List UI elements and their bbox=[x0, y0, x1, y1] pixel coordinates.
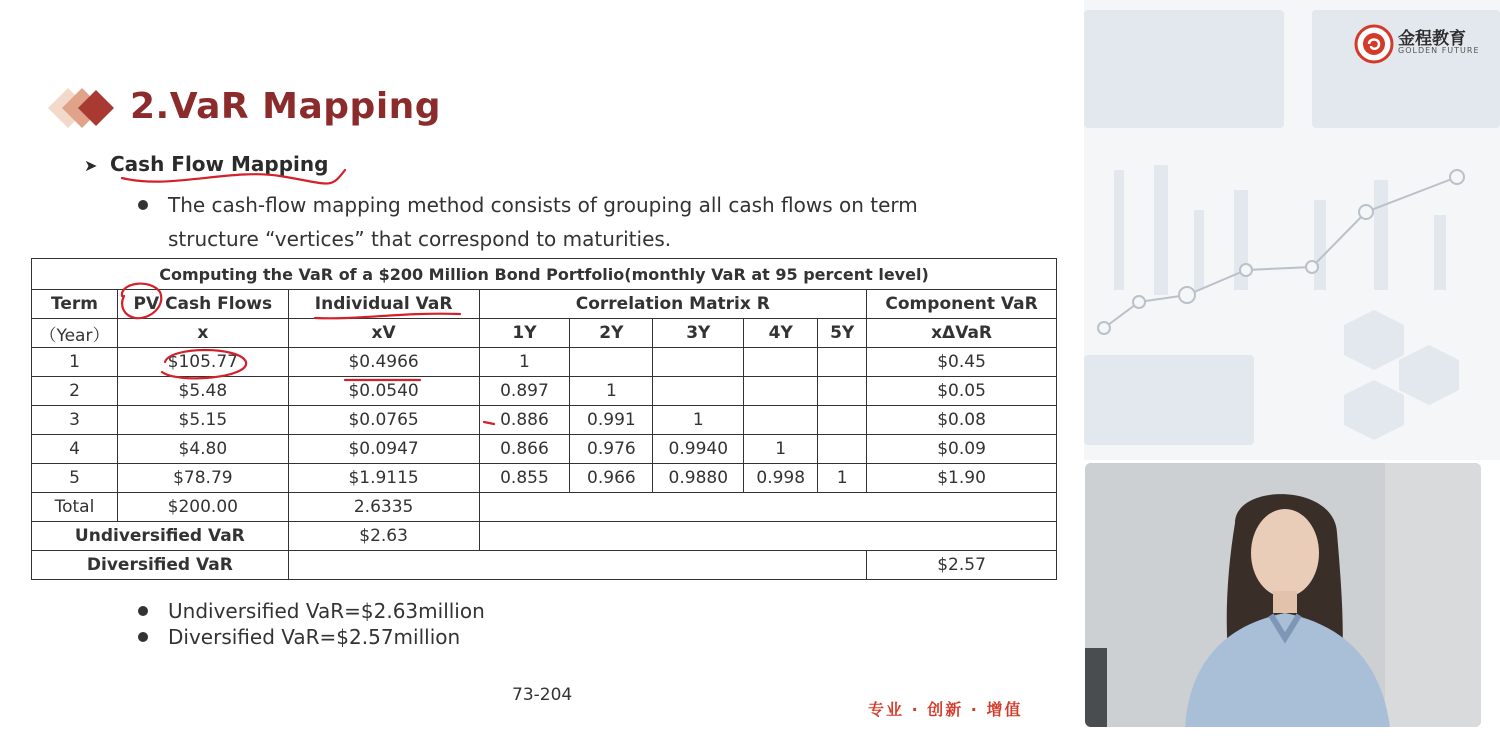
cell-ivar: $0.0947 bbox=[288, 435, 479, 464]
cell-pv: $5.15 bbox=[117, 406, 288, 435]
cell-cvar: $1.90 bbox=[867, 464, 1057, 493]
subheading-text: Cash Flow Mapping bbox=[110, 152, 329, 176]
bullet-dot-icon bbox=[138, 606, 148, 616]
cell-undiv-value: $2.63 bbox=[288, 522, 479, 551]
cell-empty bbox=[479, 493, 1057, 522]
page-number: 73-204 bbox=[512, 685, 573, 705]
cell-corr: 1 bbox=[818, 464, 867, 493]
cell-pv: $4.80 bbox=[117, 435, 288, 464]
cell-total-pv: $200.00 bbox=[117, 493, 288, 522]
footer-slogan: 专业 · 创新 · 增值 bbox=[868, 700, 1023, 719]
cell-corr: 0.855 bbox=[479, 464, 570, 493]
cell-corr bbox=[818, 406, 867, 435]
cell-ivar: $1.9115 bbox=[288, 464, 479, 493]
golden-future-logo-icon bbox=[1354, 24, 1394, 64]
bullet-text: Diversified VaR=$2.57million bbox=[168, 625, 461, 649]
background-decoration-panel bbox=[1084, 0, 1500, 460]
table-caption: Computing the VaR of a $200 Million Bond Portfolio(monthly VaR at 95 percent level) bbox=[32, 259, 1057, 290]
cell-corr bbox=[653, 377, 744, 406]
title-diamonds-icon bbox=[48, 88, 128, 128]
cell-term: 3 bbox=[32, 406, 118, 435]
presenter-video bbox=[1085, 463, 1481, 727]
cell-ivar: $0.0540 bbox=[288, 377, 479, 406]
cell-cvar: $0.08 bbox=[867, 406, 1057, 435]
table-row-diversified bbox=[32, 551, 1057, 580]
infographic-background bbox=[1084, 0, 1500, 460]
cell-corr: 0.998 bbox=[744, 464, 818, 493]
table-row bbox=[32, 464, 1057, 493]
table-row bbox=[32, 348, 1057, 377]
cell-corr: 0.966 bbox=[570, 464, 653, 493]
bullet-dot-icon bbox=[138, 200, 148, 210]
cell-corr bbox=[818, 348, 867, 377]
cell-pv: $105.77 bbox=[117, 348, 288, 377]
arrow-bullet-icon: ➤ bbox=[84, 156, 98, 175]
table-row-undiversified bbox=[32, 522, 1057, 551]
cell-corr: 0.9940 bbox=[653, 435, 744, 464]
cell-ivar: $0.4966 bbox=[288, 348, 479, 377]
slide-title: 2.VaR Mapping bbox=[130, 86, 442, 127]
cell-div-value: $2.57 bbox=[867, 551, 1057, 580]
cell-corr: 0.897 bbox=[479, 377, 570, 406]
header-individual-var: Individual VaR bbox=[288, 290, 479, 319]
header-component-var: Component VaR bbox=[867, 290, 1057, 319]
table-row bbox=[32, 435, 1057, 464]
header-year: （Year） bbox=[32, 319, 118, 348]
cell-corr bbox=[744, 377, 818, 406]
header-correlation-matrix: Correlation Matrix R bbox=[479, 290, 867, 319]
presenter-silhouette bbox=[1085, 463, 1481, 727]
header-x: x bbox=[117, 319, 288, 348]
cell-total-label: Total bbox=[32, 493, 118, 522]
cell-corr bbox=[653, 348, 744, 377]
header-pv-cash-flows: PV Cash Flows bbox=[117, 290, 288, 319]
cell-cvar: $0.09 bbox=[867, 435, 1057, 464]
bullet-cashflow-method bbox=[138, 188, 998, 256]
cell-corr: 1 bbox=[570, 377, 653, 406]
cell-corr: 0.886 bbox=[479, 406, 570, 435]
cell-ivar: $0.0765 bbox=[288, 406, 479, 435]
cell-term: 4 bbox=[32, 435, 118, 464]
header-term: Term bbox=[32, 290, 118, 319]
cell-term: 5 bbox=[32, 464, 118, 493]
cell-corr bbox=[570, 348, 653, 377]
cell-corr bbox=[818, 435, 867, 464]
cell-div-label: Diversified VaR bbox=[32, 551, 289, 580]
bullet-diversified bbox=[138, 622, 460, 652]
cell-term: 2 bbox=[32, 377, 118, 406]
cell-term: 1 bbox=[32, 348, 118, 377]
cell-corr bbox=[818, 377, 867, 406]
header-xv: xV bbox=[288, 319, 479, 348]
header-3y: 3Y bbox=[653, 319, 744, 348]
table-row-total bbox=[32, 493, 1057, 522]
section-subheading bbox=[84, 152, 328, 176]
cell-empty bbox=[479, 522, 1057, 551]
logo-subtext: GOLDEN FUTURE bbox=[1398, 46, 1480, 55]
header-2y: 2Y bbox=[570, 319, 653, 348]
bullet-dot-icon bbox=[138, 632, 148, 642]
cell-pv: $5.48 bbox=[117, 377, 288, 406]
header-4y: 4Y bbox=[744, 319, 818, 348]
bullet-text: The cash-flow mapping method consists of grouping all cash flows on term structure “vertices” that correspond to maturities. bbox=[168, 193, 918, 251]
cell-total-ivar: 2.6335 bbox=[288, 493, 479, 522]
cell-corr: 1 bbox=[479, 348, 570, 377]
header-5y: 5Y bbox=[818, 319, 867, 348]
cell-corr: 1 bbox=[653, 406, 744, 435]
header-1y: 1Y bbox=[479, 319, 570, 348]
cell-corr: 0.976 bbox=[570, 435, 653, 464]
table-row bbox=[32, 377, 1057, 406]
cell-cvar: $0.45 bbox=[867, 348, 1057, 377]
header-xdeltavar: xΔVaR bbox=[867, 319, 1057, 348]
cell-corr: 0.866 bbox=[479, 435, 570, 464]
table-row bbox=[32, 406, 1057, 435]
logo-text: 金程教育 bbox=[1398, 29, 1466, 49]
cell-empty bbox=[288, 551, 866, 580]
cell-corr: 1 bbox=[744, 435, 818, 464]
var-table bbox=[31, 258, 1057, 580]
cell-undiv-label: Undiversified VaR bbox=[32, 522, 289, 551]
cell-corr: 0.9880 bbox=[653, 464, 744, 493]
cell-corr bbox=[744, 406, 818, 435]
cell-pv: $78.79 bbox=[117, 464, 288, 493]
bullet-text: Undiversified VaR=$2.63million bbox=[168, 599, 485, 623]
cell-cvar: $0.05 bbox=[867, 377, 1057, 406]
cell-corr bbox=[744, 348, 818, 377]
cell-corr: 0.991 bbox=[570, 406, 653, 435]
